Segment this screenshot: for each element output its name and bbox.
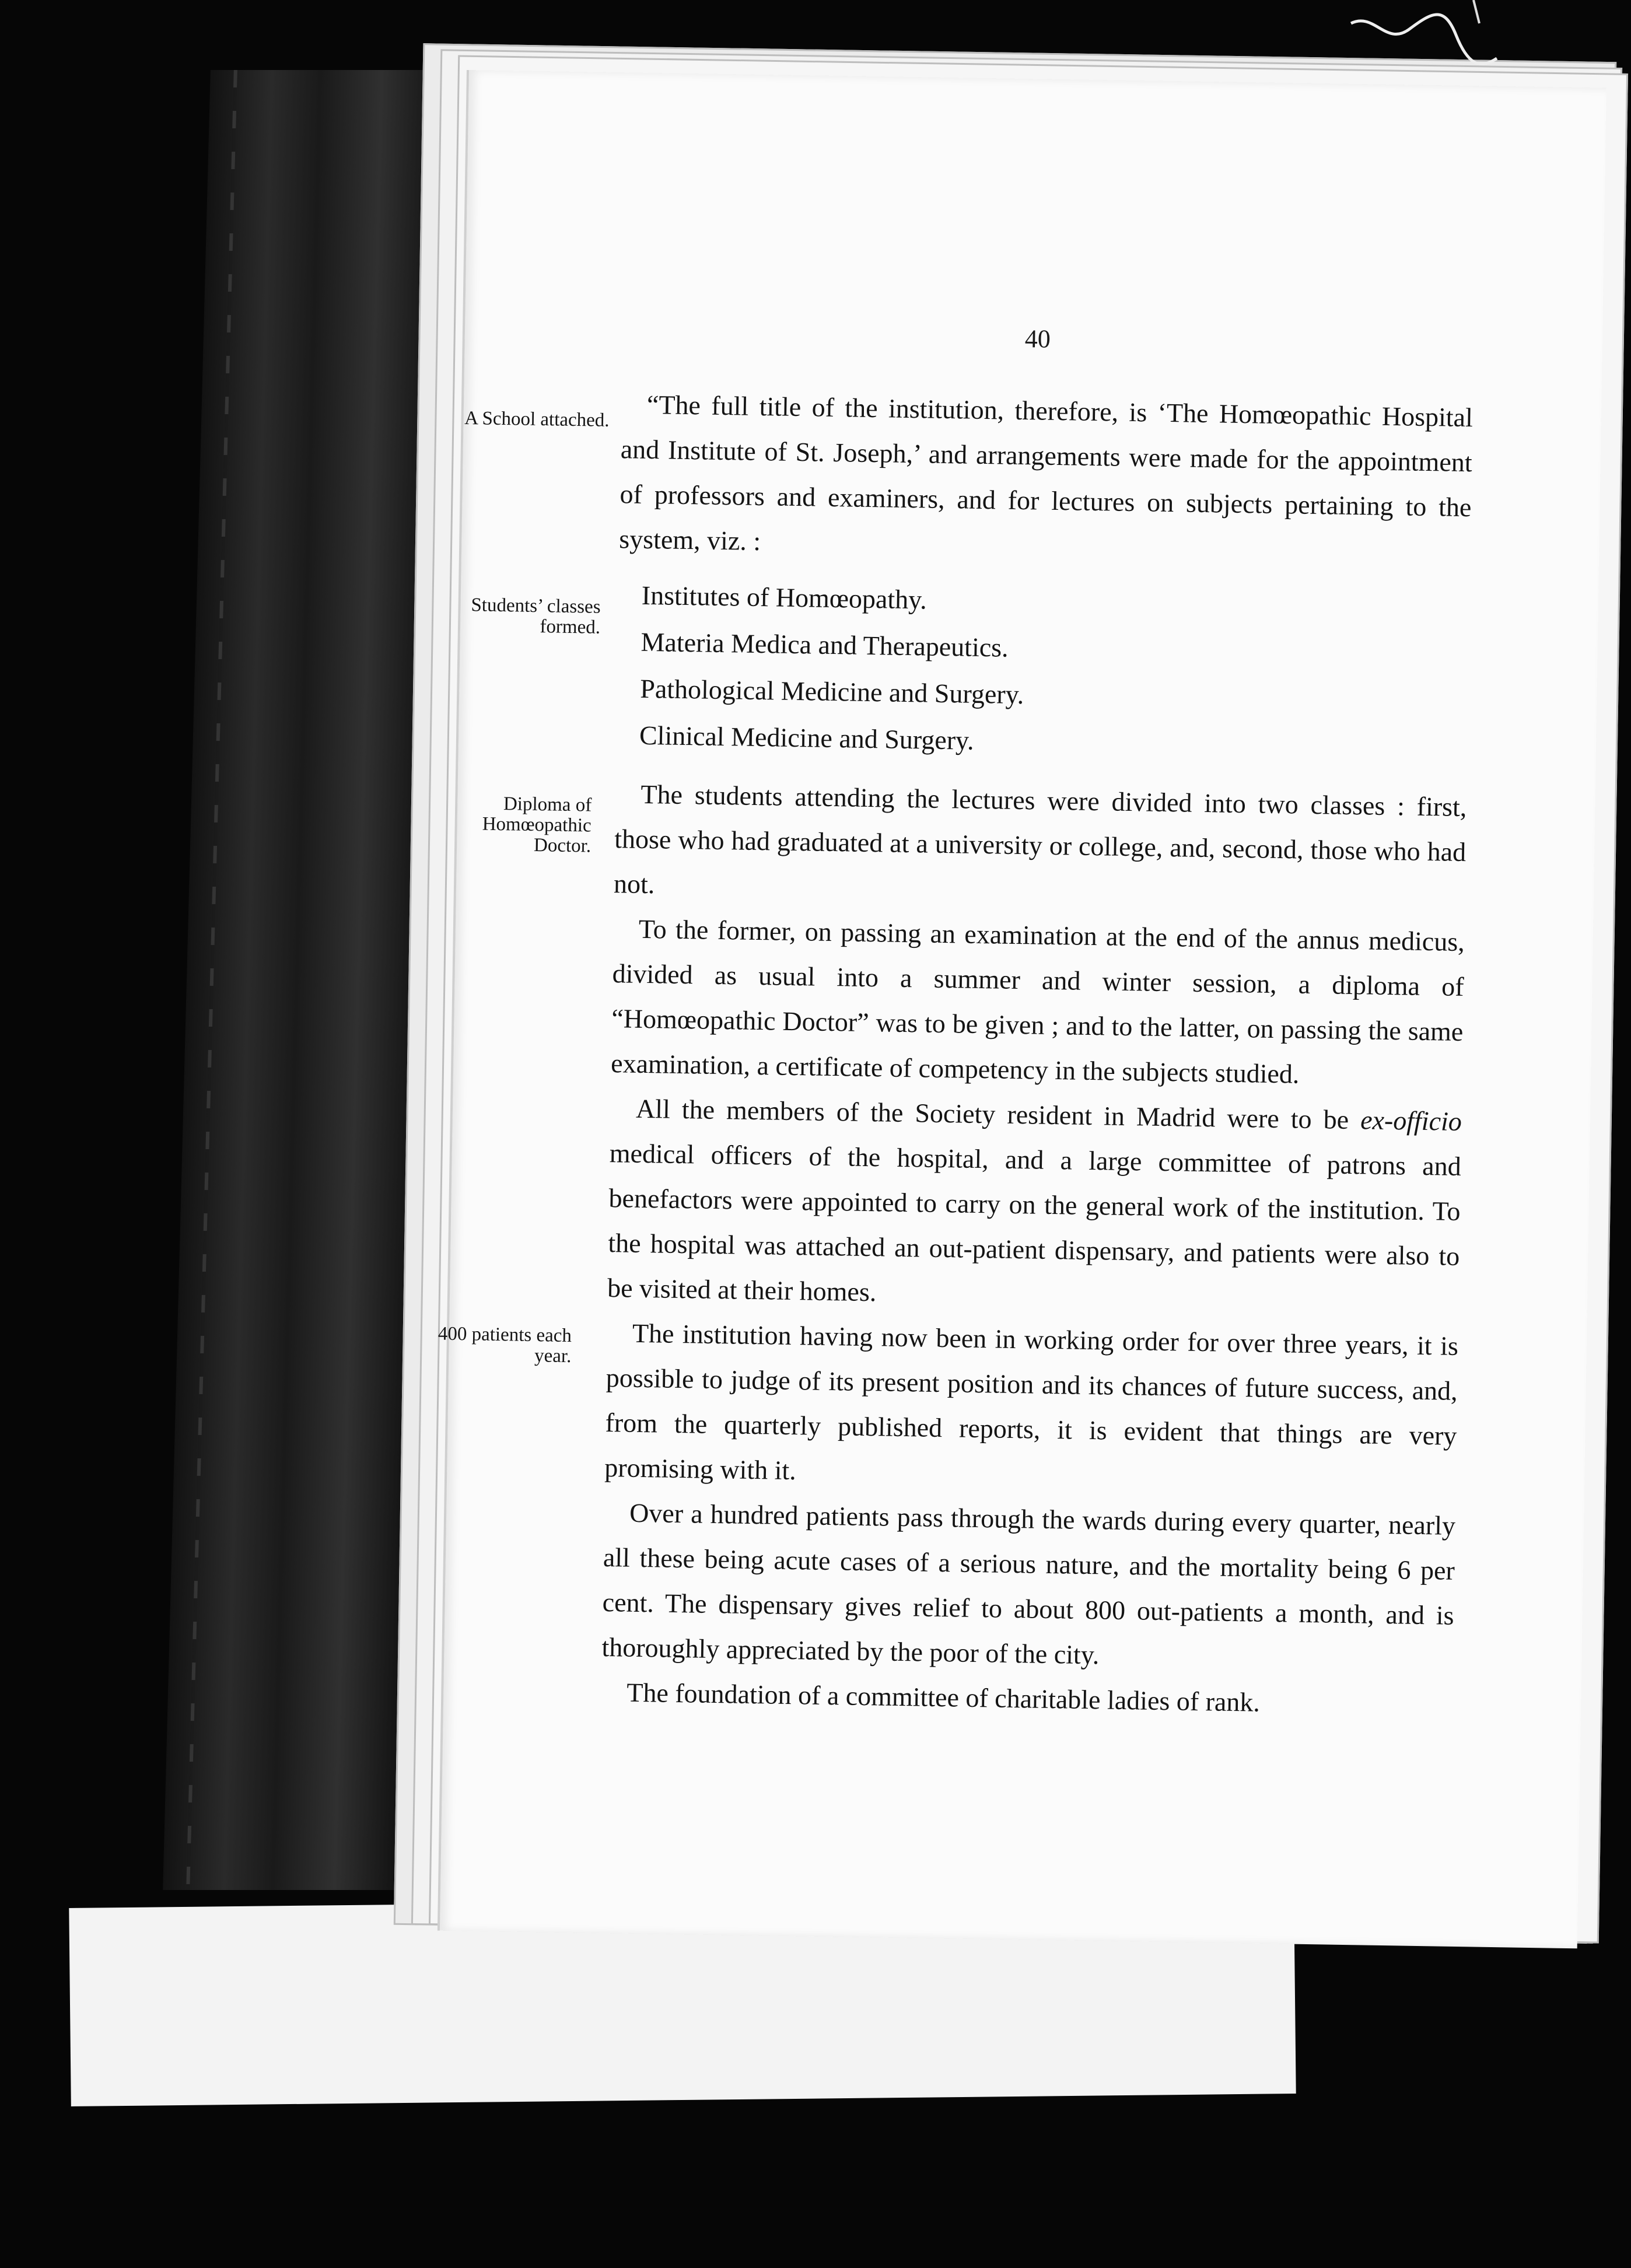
margin-note-school: A School attached. xyxy=(464,408,610,431)
paragraph-members xyxy=(607,1086,1462,1324)
book-page xyxy=(438,70,1606,1948)
paragraph-members-part2: medical officers of the hospital, and a large committee of patrons and benefactors were appointed to carry on the general work of the institution. To the hospital was attached an out-patient dispensary, and patients were also to be visited at their homes. xyxy=(607,1138,1462,1307)
body-text xyxy=(601,312,1475,1728)
list-item: Institutes of Homœopathy. xyxy=(641,580,928,615)
page-number: 40 xyxy=(1024,324,1051,354)
paragraph-working-order: The institution having now been in working order for over three years, it is possible to judge of its present position and its chances of future success, and, from the quarterly published reports, it is evident that things are very promising with it. xyxy=(604,1318,1459,1486)
margin-note-diploma: Diploma of Homœopathic Doctor. xyxy=(482,793,592,857)
lecture-subject-list xyxy=(639,572,1470,772)
list-item: Materia Medica and Therapeutics. xyxy=(640,626,1009,663)
paragraph-title: “The full title of the institution, therefore, is ‘The Homœopathic Hospital and Institute of St. Joseph,’ and arrangements were made for the appointment of professors and examiners, and for lectures on subjects pertaining to the system, viz. : xyxy=(619,389,1474,556)
list-item: Clinical Medicine and Surgery. xyxy=(639,720,975,755)
paragraph-students: The students attending the lectures were divided into two classes : first, those who had graduated at a university or college, and, second, those who had not. xyxy=(613,779,1467,900)
list-item: Pathological Medicine and Surgery. xyxy=(639,673,1024,710)
margin-note-students: Students’ classes formed. xyxy=(471,594,601,638)
paragraph-patients: Over a hundred patients pass through the wards during every quarter, nearly all these being acute cases of a serious nature, and the mortality being 6 per cent. The dispensary gives relief to about 800 out-patients a month, and is thoroughly appreciated by the poor of the city. xyxy=(601,1497,1456,1670)
paragraph-members-part1: All the members of the Society resident in Madrid were to be xyxy=(635,1093,1361,1135)
scan-scratch-mark xyxy=(1339,0,1503,82)
margin-note-patients: 400 patients each year. xyxy=(438,1323,572,1367)
paragraph-diploma: To the former, on passing an examination at the end of the annus medicus, divided as usual into a summer and winter session, a diploma of “Homœopathic Doctor” was to be given ; and to the latter, on passing the same examination, a certificate of competency in the subjects studied. xyxy=(610,914,1465,1089)
paragraph-foundation: The foundation of a committee of charitable ladies of rank. xyxy=(626,1677,1261,1717)
ex-officio-italic: ex-officio xyxy=(1360,1105,1462,1137)
